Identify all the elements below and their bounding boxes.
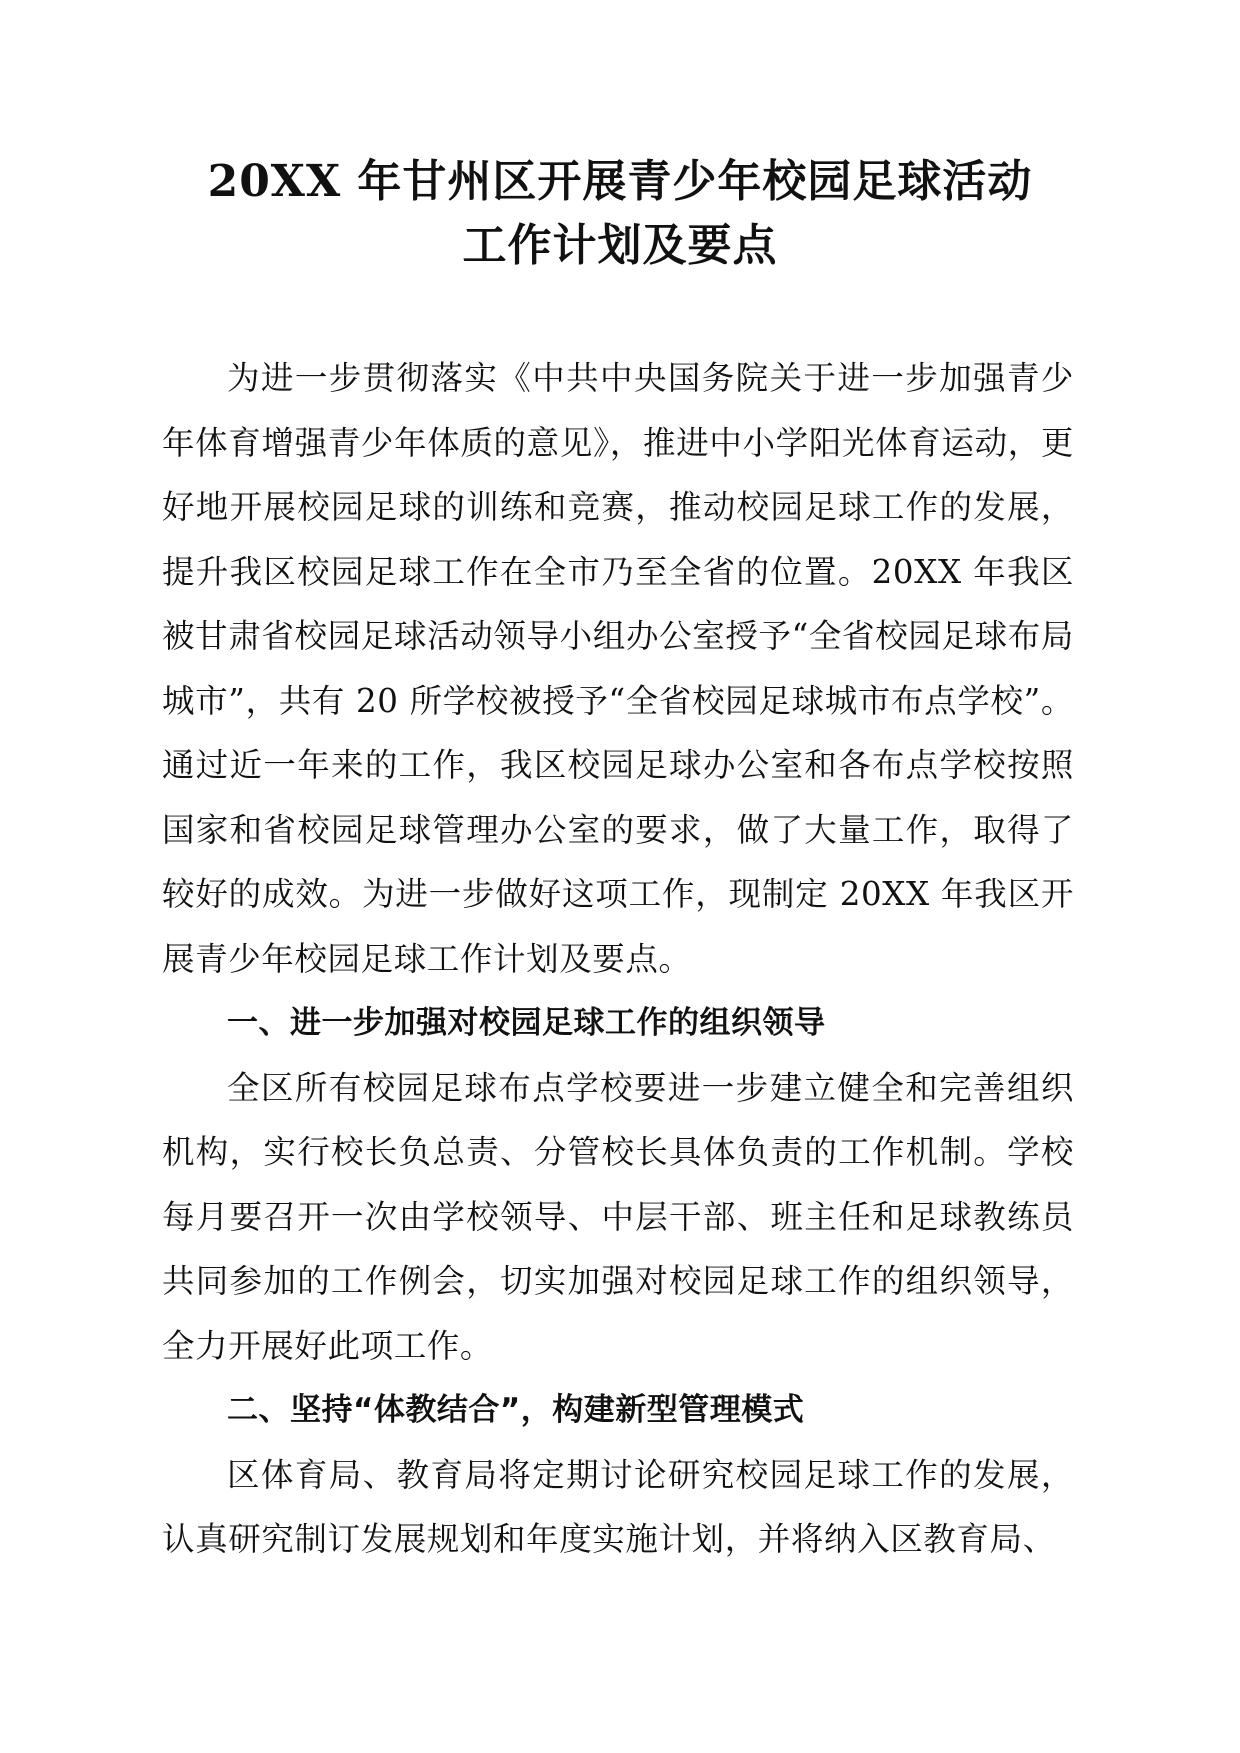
section-paragraph-1: 全区所有校园足球布点学校要进一步建立健全和完善组织机构，实行校长负总责、分管校长具体负责的工作机制。学校每月要召开一次由学校领导、中层干部、班主任和足球教练员共同参加的工作例会，切实加强对校园足球工作的组织领导，全力开展好此项工作。: [162, 1068, 1074, 1365]
document-body: [162, 346, 1074, 1572]
section-heading-1: 一、进一步加强对校园足球工作的组织领导: [227, 1005, 826, 1041]
document-title-line-2: 工作计划及要点: [462, 220, 778, 271]
section-heading-2: 二、坚持“体教结合”，构建新型管理模式: [227, 1392, 805, 1428]
intro-paragraph: 为进一步贯彻落实《中共中央国务院关于进一步加强青少年体育增强青少年体质的意见》，推进中小学阳光体育运动，更好地开展校园足球的训练和竞赛，推动校园足球工作的发展，提升我区校园足球工作在全市乃至全省的位置。20XX 年我区被甘肃省校园足球活动领导小组办公室授予“全省校园足球布局城市”，共有 20 所学校被授予“全省校园足球城市布点学校”。通过近一年来的工作，我区校园足球办公室和各布点学校按照国家和省校园足球管理办公室的要求，做了大量工作，取得了较好的成效。为进一步做好这项工作，现制定 20XX 年我区开展青少年校园足球工作计划及要点。: [162, 359, 1074, 978]
document-title-line-1: 20XX 年甘州区开展青少年校园足球活动: [207, 156, 1033, 207]
section-paragraph-2: 区体育局、教育局将定期讨论研究校园足球工作的发展，认真研究制订发展规划和年度实施计划，并将纳入区教育局、: [162, 1455, 1074, 1558]
